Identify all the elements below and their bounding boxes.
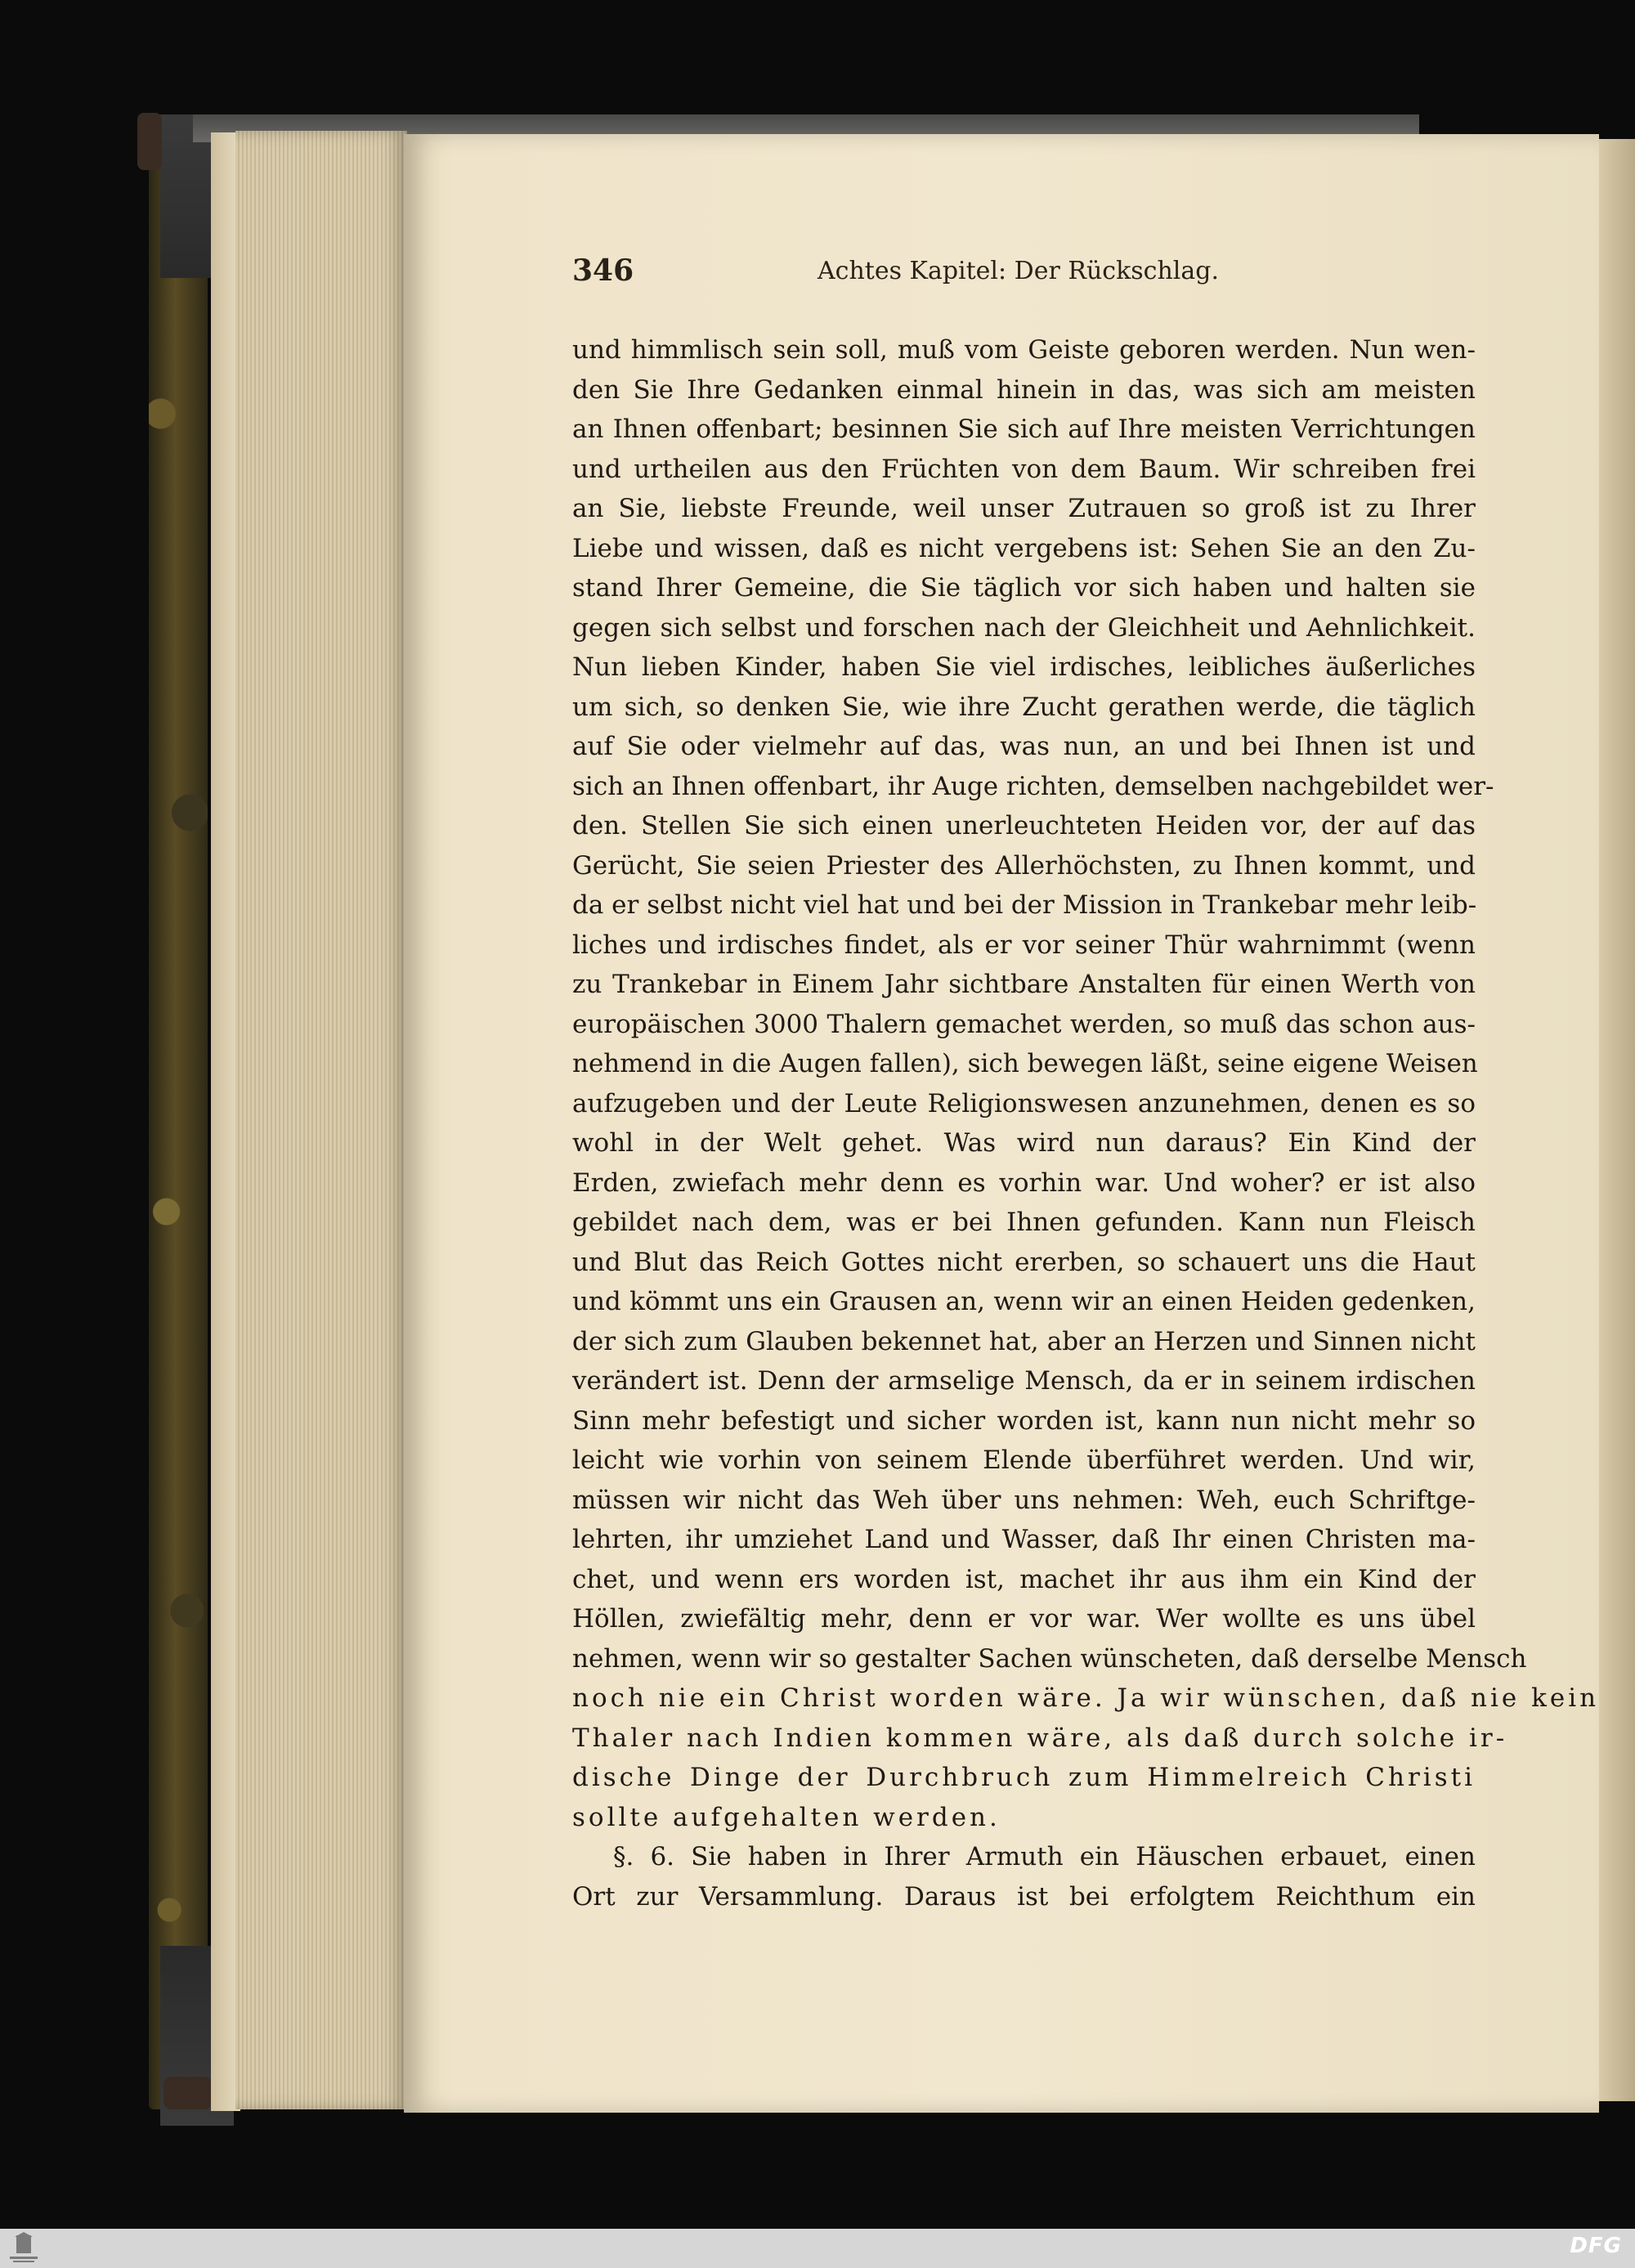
text-line: da er selbst nicht viel hat und bei der Mission in Trankebar mehr leib-: [572, 890, 1477, 920]
text-line: an Ihnen offenbart; besinnen Sie sich auf Ihre meisten Verrichtungen: [572, 415, 1476, 444]
page-block-edges: [235, 131, 407, 2109]
text-line: um sich, so denken Sie, wie ihre Zucht gerathen werde, die täglich: [572, 692, 1476, 722]
text-line: lehrten, ihr umziehet Land und Wasser, daß Ihr einen Christen ma-: [572, 1525, 1476, 1554]
text-line-paragraph-start: §. 6. Sie haben in Ihrer Armuth ein Häuschen erbauet, einen: [613, 1842, 1476, 1871]
running-head: Achtes Kapitel: Der Rückschlag.: [818, 257, 1219, 285]
text-line: sich an Ihnen offenbart, ihr Auge richten, demselben nachgebildet wer-: [572, 771, 1494, 801]
text-line: nehmend in die Augen fallen), sich bewegen läßt, seine eigene Weisen: [572, 1049, 1478, 1078]
text-line: stand Ihrer Gemeine, die Sie täglich vor sich haben und halten sie: [572, 573, 1476, 603]
text-line: Erden, zwiefach mehr denn es vorhin war. Und woher? er ist also: [572, 1168, 1476, 1198]
text-line: gegen sich selbst und forschen nach der Gleichheit und Aehnlichkeit.: [572, 612, 1476, 643]
text-line: liches und irdisches findet, als er vor seiner Thür wahrnimmt (wenn: [572, 930, 1476, 960]
text-line: und himmlisch sein soll, muß vom Geiste geboren werden. Nun wen-: [572, 335, 1476, 365]
bookmark-ribbon-top: [137, 113, 162, 170]
text-line: europäischen 3000 Thalern gemachet werden, so muß das schon aus-: [572, 1009, 1476, 1039]
library-crest-icon: [7, 2232, 41, 2265]
text-line: an Sie, liebste Freunde, weil unser Zutrauen so groß ist zu Ihrer: [572, 494, 1476, 523]
text-line: und urtheilen aus den Früchten von dem Baum. Wir schreiben frei: [572, 454, 1476, 484]
text-line-spaced: dische Dinge der Durchbruch zum Himmelreich Christi: [572, 1763, 1476, 1792]
text-line: der sich zum Glauben bekennet hat, aber an Herzen und Sinnen nicht: [572, 1326, 1476, 1356]
text-line: Gerücht, Sie seien Priester des Allerhöchsten, zu Ihnen kommt, und: [572, 850, 1476, 881]
text-line: leicht wie vorhin von seinem Elende überführet werden. Und wir,: [572, 1446, 1476, 1475]
text-line: wohl in der Welt gehet. Was wird nun daraus? Ein Kind der: [572, 1128, 1476, 1158]
text-line: Sinn mehr befestigt und sicher worden ist, kann nun nicht mehr so: [572, 1405, 1476, 1436]
text-line: müssen wir nicht das Weh über uns nehmen: Weh, euch Schriftge-: [572, 1485, 1476, 1515]
text-line: und kömmt uns ein Grausen an, wenn wir an einen Heiden gedenken,: [572, 1287, 1476, 1316]
page-right-edge: [1599, 139, 1635, 2101]
text-line: zu Trankebar in Einem Jahr sichtbare Anstalten für einen Werth von: [572, 970, 1476, 999]
book-cover-marbled: [149, 114, 208, 2109]
page-number: 346: [572, 253, 634, 288]
text-line: chet, und wenn ers worden ist, machet ihr aus ihm ein Kind der: [572, 1564, 1476, 1594]
text-line: aufzugeben und der Leute Religionswesen anzunehmen, denen es so: [572, 1088, 1476, 1118]
text-line-spaced: Thaler nach Indien kommen wäre, als daß durch solche ir-: [572, 1723, 1508, 1753]
text-line: Nun lieben Kinder, haben Sie viel irdisches, leibliches äußerliches: [572, 652, 1476, 682]
viewer-bottom-bar: [0, 2229, 1635, 2268]
text-line: den Sie Ihre Gedanken einmal hinein in das, was sich am meisten: [572, 374, 1476, 405]
page-header: [572, 253, 1476, 303]
text-line: Ort zur Versammlung. Daraus ist bei erfolgtem Reichthum ein: [572, 1881, 1476, 1912]
text-line: auf Sie oder vielmehr auf das, was nun, an und bei Ihnen ist und: [572, 732, 1476, 761]
body-text: [572, 330, 1600, 1916]
text-line: und Blut das Reich Gottes nicht ererben, so schauert uns die Haut: [572, 1247, 1476, 1277]
text-line: den. Stellen Sie sich einen unerleuchteten Heiden vor, der auf das: [572, 811, 1476, 840]
dfg-logo: DFG: [1570, 2234, 1622, 2258]
text-line-spaced: sollte aufgehalten werden.: [572, 1802, 1001, 1832]
text-line: verändert ist. Denn der armselige Mensch, da er in seinem irdischen: [572, 1366, 1476, 1396]
text-line: nehmen, wenn wir so gestalter Sachen wünscheten, daß derselbe Mensch: [572, 1643, 1527, 1674]
text-line-spaced: noch nie ein Christ worden wäre. Ja wir wünschen, daß nie kein: [572, 1683, 1600, 1713]
text-line: gebildet nach dem, was er bei Ihnen gefunden. Kann nun Fleisch: [572, 1208, 1476, 1237]
text-line: Liebe und wissen, daß es nicht vergebens ist: Sehen Sie an den Zu-: [572, 533, 1476, 563]
text-line: Höllen, zwiefältig mehr, denn er vor war. Wer wollte es uns übel: [572, 1604, 1476, 1634]
bookmark-ribbon-bottom: [164, 2077, 213, 2109]
